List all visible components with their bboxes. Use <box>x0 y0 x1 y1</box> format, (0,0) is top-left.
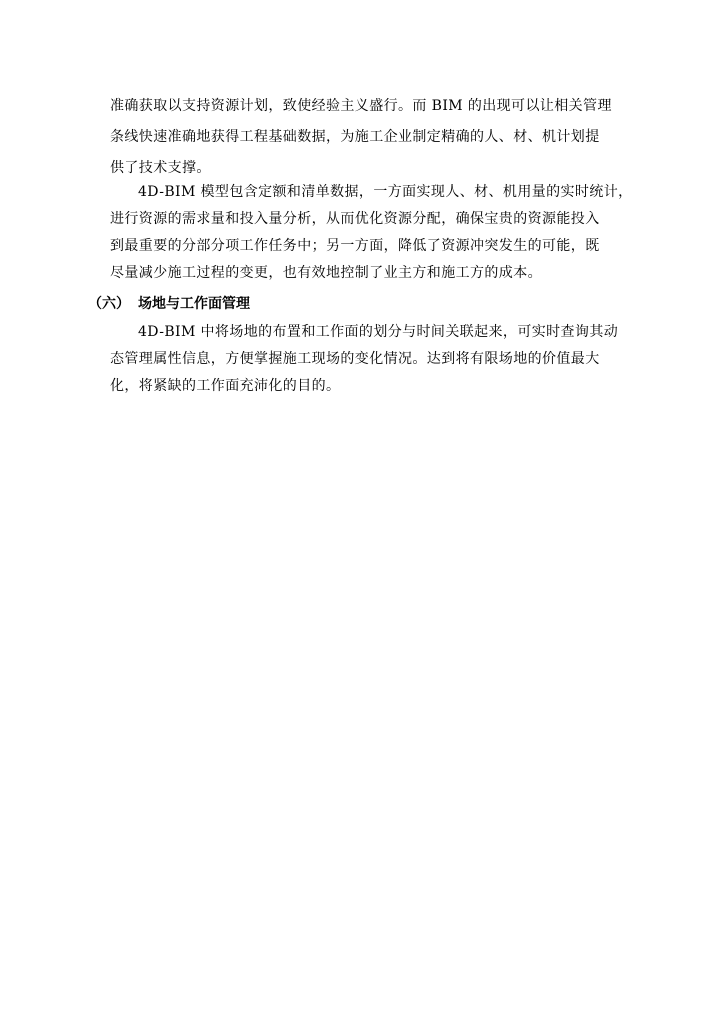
section-paragraph-line-2: 态管理属性信息，方便掌握施工现场的变化情况。达到将有限场地的价值最大 <box>110 351 600 367</box>
section-paragraph-line-3: 化，将紧缺的工作面充沛化的目的。 <box>110 378 341 394</box>
paragraph-2-line-3: 到最重要的分部分项工作任务中；另一方面，降低了资源冲突发生的可能，既 <box>110 238 600 254</box>
section-paragraph-line-1: 4D-BIM 中将场地的布置和工作面的划分与时间关联起来，可实时查询其动 <box>138 324 619 340</box>
paragraph-1-line-2: 条线快速准确地获得工程基础数据，为施工企业制定精确的人、材、机计划提 <box>110 129 600 145</box>
section-number: （六） <box>88 296 130 312</box>
section-title: 场地与工作面管理 <box>138 296 250 312</box>
paragraph-2-line-4: 尽量减少施工过程的变更，也有效地控制了业主方和施工方的成本。 <box>110 265 542 281</box>
paragraph-2-line-1: 4D-BIM 模型包含定额和清单数据，一方面实现人、材、机用量的实时统计， <box>138 184 633 200</box>
paragraph-1-line-3: 供了技术支撑。 <box>110 160 211 176</box>
paragraph-1-line-1: 准确获取以支持资源计划，致使经验主义盛行。而 BIM 的出现可以让相关管理 <box>110 98 612 114</box>
section-heading <box>88 294 250 314</box>
paragraph-2-line-2: 进行资源的需求量和投入量分析，从而优化资源分配，确保宝贵的资源能投入 <box>110 211 600 227</box>
